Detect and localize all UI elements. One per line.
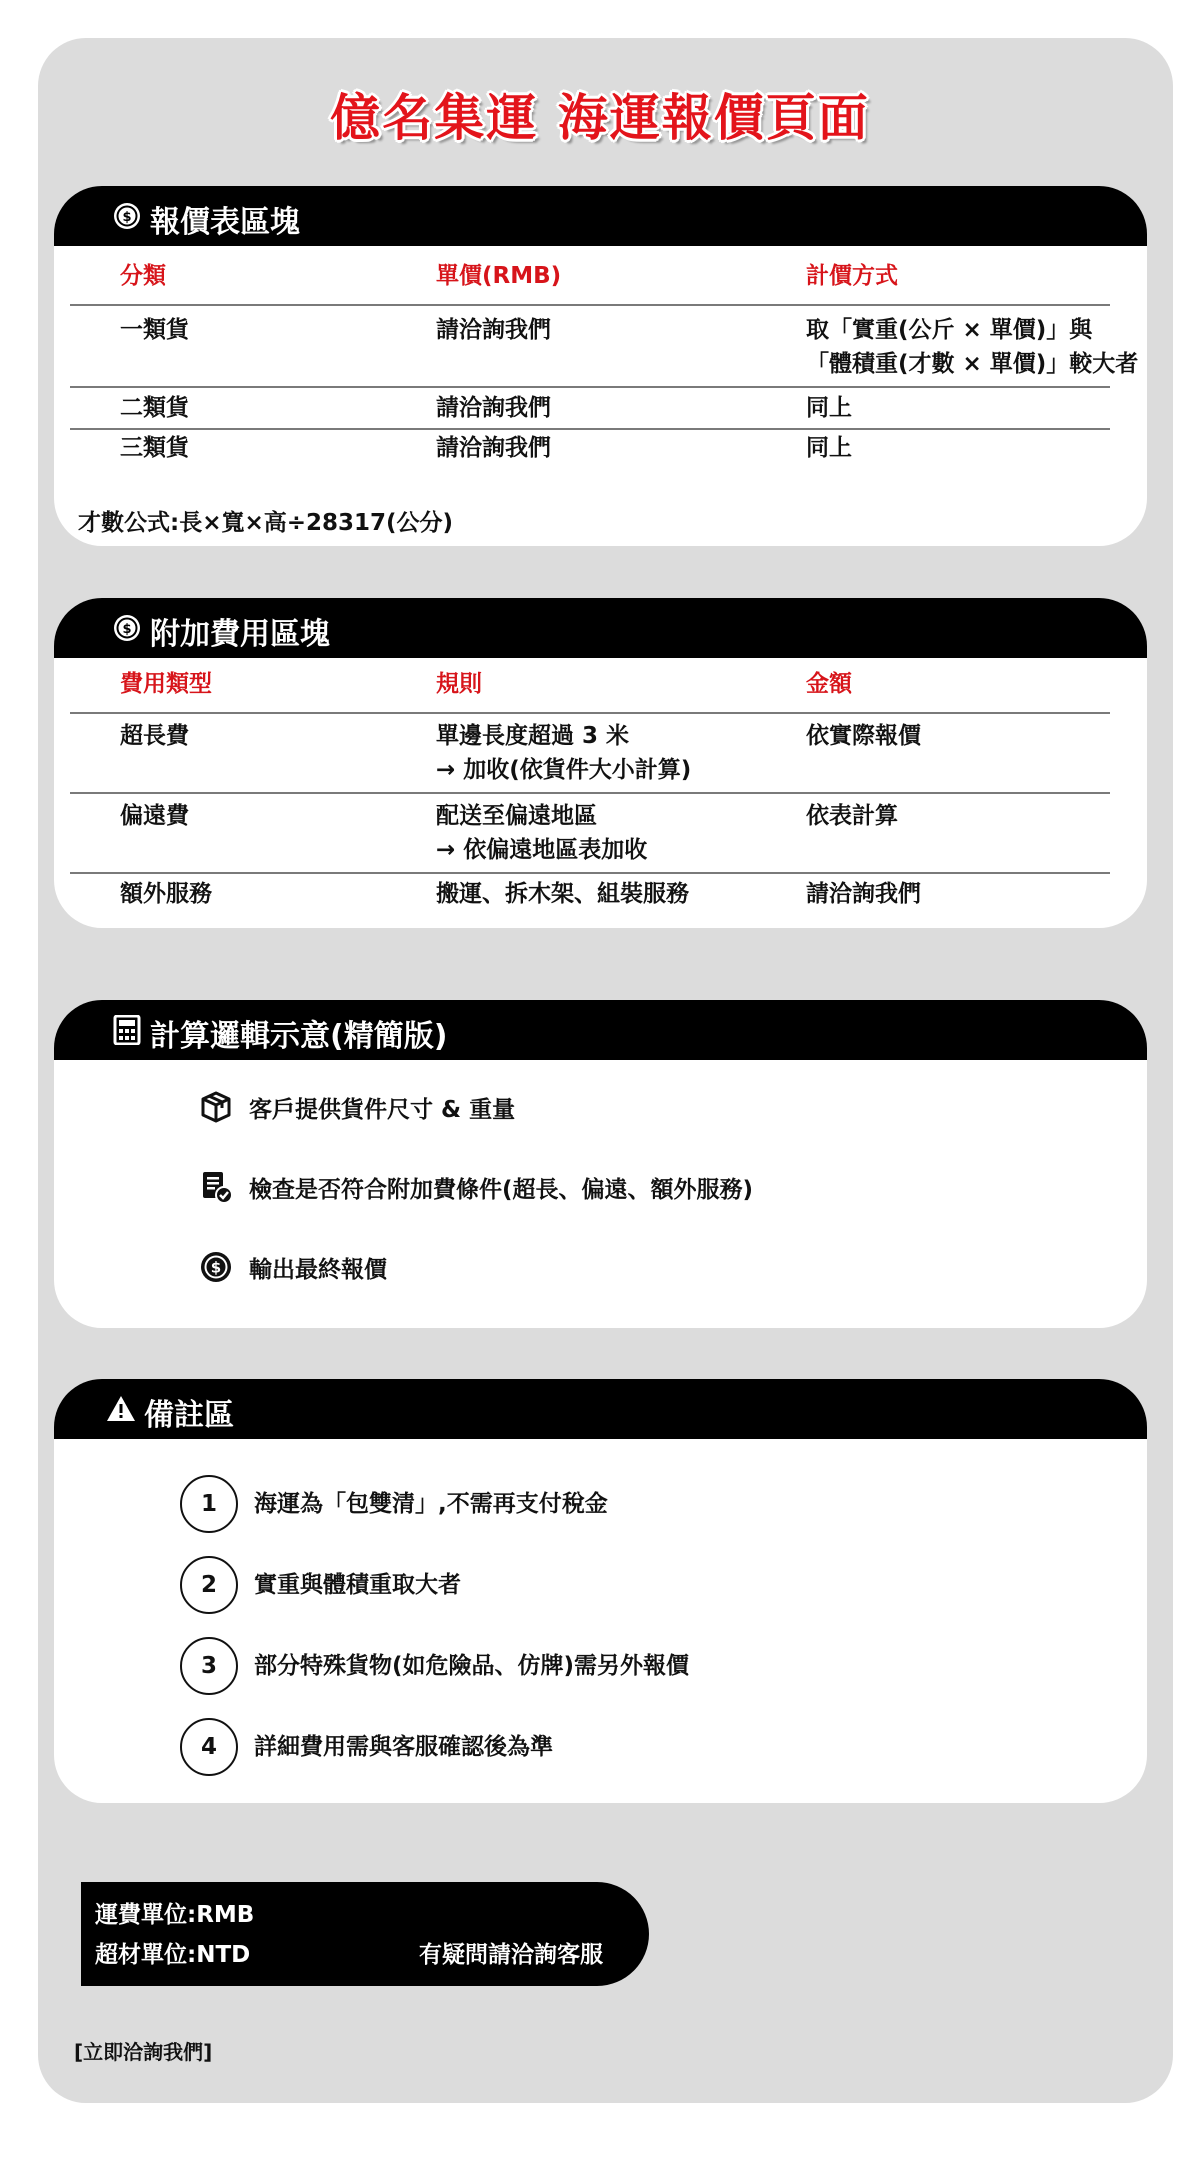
note-text: 海運為「包雙清」,不需再支付稅金	[254, 1491, 608, 1517]
note-text: 詳細費用需與客服確認後為準	[254, 1734, 553, 1760]
package-icon	[199, 1090, 233, 1124]
warning-icon	[106, 1394, 136, 1424]
table-cell: 依表計算	[806, 803, 898, 829]
logic-step-text: 輸出最終報價	[249, 1256, 387, 1283]
logic-step-text: 客戶提供貨件尺寸 & 重量	[249, 1096, 516, 1123]
table-cell: 三類貨	[120, 435, 189, 461]
notes-card-header	[54, 1379, 1147, 1439]
logic-card-title: 計算邏輯示意(精簡版)	[150, 1019, 448, 1054]
table-cell: 搬運、拆木架、組裝服務	[436, 881, 689, 907]
oversize-unit: 超材單位:NTD	[95, 1942, 251, 1968]
table-cell: 單邊長度超過 3 米	[436, 723, 630, 749]
checklist-icon	[199, 1170, 233, 1204]
contact-us-link[interactable]: [立即洽詢我們]	[74, 2040, 213, 2064]
table-cell: → 加收(依貨件大小計算)	[436, 757, 692, 783]
note-text: 實重與體積重取大者	[254, 1572, 461, 1598]
page-title: 億名集運 海運報價頁面	[330, 89, 870, 147]
extra-fee-card	[54, 598, 1147, 928]
table-cell: 超長費	[120, 723, 189, 749]
table-cell: 一類貨	[120, 317, 189, 343]
table-divider	[70, 872, 1110, 874]
table-divider	[70, 712, 1110, 714]
logic-step	[199, 1090, 515, 1124]
freight-unit: 運費單位:RMB	[95, 1902, 255, 1928]
logic-step	[199, 1250, 387, 1284]
table-cell: 依實際報價	[806, 723, 921, 749]
column-header: 規則	[436, 671, 482, 697]
calculator-icon	[112, 1015, 142, 1045]
table-cell: 額外服務	[120, 881, 212, 907]
quote-card-title: 報價表區塊	[150, 205, 300, 240]
table-cell: 請洽詢我們	[436, 317, 551, 343]
note-number-badge: 3	[180, 1637, 238, 1695]
svg-text:$: $	[210, 1258, 222, 1277]
table-cell: 請洽詢我們	[436, 395, 551, 421]
table-cell: 取「實重(公斤 × 單價)」與	[806, 317, 1093, 343]
note-text: 部分特殊貨物(如危險品、仿牌)需另外報價	[254, 1653, 690, 1679]
table-cell: → 依偏遠地區表加收	[436, 837, 648, 863]
table-cell: 請洽詢我們	[436, 435, 551, 461]
table-divider	[70, 428, 1110, 430]
column-header: 計價方式	[806, 263, 898, 289]
column-header: 費用類型	[120, 671, 212, 697]
logic-card	[54, 1000, 1147, 1328]
table-cell: 同上	[806, 395, 852, 421]
extra-fee-card-header	[54, 598, 1147, 658]
logic-card-header	[54, 1000, 1147, 1060]
customer-service-note: 有疑問請洽詢客服	[419, 1942, 603, 1968]
table-cell: 同上	[806, 435, 852, 461]
note-number-badge: 4	[180, 1718, 238, 1776]
notes-card-title: 備註區	[144, 1398, 234, 1433]
logic-step-text: 檢查是否符合附加費條件(超長、偏遠、額外服務)	[249, 1176, 754, 1203]
note-number-badge: 1	[180, 1475, 238, 1533]
column-header: 金額	[806, 671, 852, 697]
note-number-badge: 2	[180, 1556, 238, 1614]
quote-card-header	[54, 186, 1147, 246]
dollar-coin-icon	[199, 1250, 233, 1284]
dollar-coin-icon	[112, 201, 142, 231]
quote-card	[54, 186, 1147, 546]
unit-info-box	[81, 1882, 649, 1986]
table-cell: 配送至偏遠地區	[436, 803, 597, 829]
table-divider	[70, 304, 1110, 306]
column-header: 分類	[120, 263, 166, 289]
table-cell: 偏遠費	[120, 803, 189, 829]
dollar-coin-icon	[112, 613, 142, 643]
table-cell: 二類貨	[120, 395, 189, 421]
volume-formula: 才數公式:長×寬×高÷28317(公分)	[78, 510, 454, 536]
svg-text:$: $	[122, 210, 132, 225]
notes-card	[54, 1379, 1147, 1803]
column-header: 單價(RMB)	[436, 263, 562, 289]
table-cell: 請洽詢我們	[806, 881, 921, 907]
svg-text:$: $	[122, 622, 132, 637]
table-cell: 「體積重(才數 × 單價)」較大者	[806, 351, 1139, 377]
table-divider	[70, 386, 1110, 388]
extra-fee-card-title: 附加費用區塊	[150, 617, 330, 652]
logic-step	[199, 1170, 753, 1204]
table-divider	[70, 792, 1110, 794]
